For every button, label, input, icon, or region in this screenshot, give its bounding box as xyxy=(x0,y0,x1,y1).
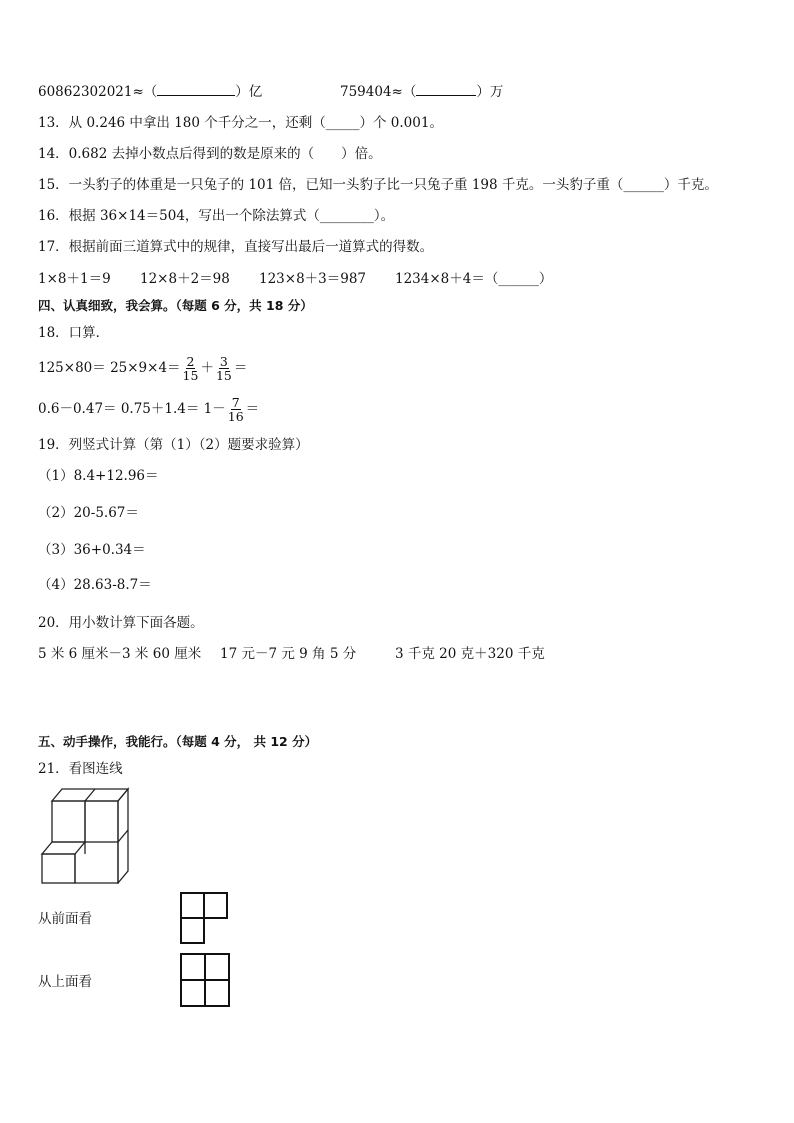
cube-top-divider xyxy=(85,789,95,801)
q17-eq4: 1234×8＋4＝（______） xyxy=(395,271,553,287)
q12-b xyxy=(340,82,503,101)
q12-a-blank[interactable] xyxy=(157,82,235,96)
top-view-cell xyxy=(181,954,205,980)
q12-b-unit: ）万 xyxy=(476,84,504,100)
cube-front-bottom-left xyxy=(42,854,75,883)
q18-row1 xyxy=(38,353,247,383)
q12-line xyxy=(38,82,262,101)
fraction-denominator: 16 xyxy=(227,409,244,424)
q18-title: 18．口算． xyxy=(38,325,110,341)
cube-front-top-right xyxy=(85,801,118,842)
q17-text: 17．根据前面三道算式中的规律，直接写出最后一道算式的得数。 xyxy=(38,239,434,255)
fraction-numerator: 2 xyxy=(186,354,195,369)
fraction-denominator: 15 xyxy=(215,368,232,383)
top-view-cell xyxy=(205,954,229,980)
cube-right-divider xyxy=(118,830,128,842)
q12-a-unit: ）亿 xyxy=(235,84,263,100)
front-view-cell xyxy=(181,893,204,918)
equals-sign: ＝ xyxy=(245,401,260,417)
fraction-3-15 xyxy=(215,355,233,382)
cube-figure xyxy=(38,786,134,884)
top-view-cell xyxy=(181,980,205,1006)
q12-a-number: 60862302021≈（ xyxy=(38,84,158,100)
q16-text: 16．根据 36×14＝504，写出一个除法算式（________）。 xyxy=(38,208,395,224)
q18-r2a: 0.6－0.47＝ xyxy=(38,401,117,417)
cube-front-bottom-right xyxy=(75,842,118,883)
fraction-7-16 xyxy=(227,396,245,423)
q20-c: 3 千克 20 克＋320 千克 xyxy=(395,646,545,662)
top-view-shape[interactable] xyxy=(180,953,232,1009)
q21-top-label: 从上面看 xyxy=(38,974,92,990)
q18-r2b: 0.75＋1.4＝ xyxy=(120,401,200,417)
q18-r1a: 125×80＝ xyxy=(38,360,106,376)
q18-r1b: 25×9×4＝ xyxy=(110,360,181,376)
q15-text: 15．一头豹子的体重是一只兔子的 101 倍，已知一头豹子比一只兔子重 198 千克。一头豹子重（______）千克。 xyxy=(38,177,718,193)
equals-sign: ＝ xyxy=(233,360,248,376)
fraction-numerator: 3 xyxy=(219,354,228,369)
q14-text: 14．0.682 去掉小数点后得到的数是原来的（ ）倍。 xyxy=(38,146,382,162)
q17-eq1: 1×8＋1＝9 xyxy=(38,271,111,287)
q21-front-label: 从前面看 xyxy=(38,911,92,927)
q19-p1: （1）8.4+12.96＝ xyxy=(38,468,159,484)
q12-b-number: 759404≈（ xyxy=(340,84,417,100)
plus-sign: ＋ xyxy=(200,360,214,376)
q18-row2 xyxy=(38,394,259,424)
q20-title: 20．用小数计算下面各题。 xyxy=(38,615,204,631)
q20-a: 5 米 6 厘米－3 米 60 厘米 xyxy=(38,646,202,662)
q17-eq2: 12×8＋2＝98 xyxy=(140,271,230,287)
q19-p3: （3）36+0.34＝ xyxy=(38,542,146,558)
front-view-cell xyxy=(181,918,204,943)
q19-title: 19．列竖式计算（第（1）（2）题要求验算） xyxy=(38,437,309,453)
q13-text: 13．从 0.246 中拿出 180 个千分之一，还剩（_____）个 0.001。 xyxy=(38,115,443,131)
q21-title: 21．看图连线 xyxy=(38,761,123,777)
q19-p4: （4）28.63-8.7＝ xyxy=(38,577,152,593)
fraction-denominator: 15 xyxy=(182,368,199,383)
cube-front-top-left xyxy=(52,801,85,842)
section4-heading: 四、认真细致，我会算。（每题 6 分，共 18 分） xyxy=(38,298,313,313)
fraction-2-15 xyxy=(182,355,200,382)
cube-lower-top-face xyxy=(42,842,85,854)
q12-b-blank[interactable] xyxy=(416,82,476,96)
top-view-cell xyxy=(205,980,229,1006)
section5-heading: 五、动手操作，我能行。（每题 4 分， 共 12 分） xyxy=(38,734,318,749)
front-view-cell xyxy=(204,893,227,918)
q20-b: 17 元－7 元 9 角 5 分 xyxy=(220,646,357,662)
q18-r2c-prefix: 1－ xyxy=(203,401,226,417)
q17-eq3: 123×8＋3＝987 xyxy=(259,271,367,287)
front-view-shape[interactable] xyxy=(180,892,230,946)
q19-p2: （2）20-5.67＝ xyxy=(38,505,139,521)
fraction-numerator: 7 xyxy=(231,395,240,410)
